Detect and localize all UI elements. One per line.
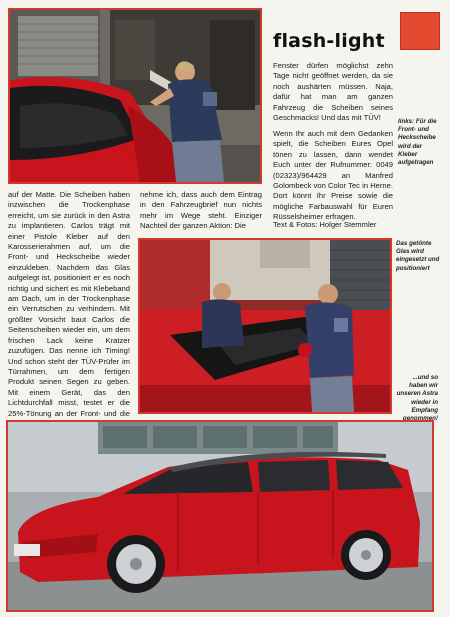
caption-middle: Das getönte Glas wird eingesetzt und positioniert bbox=[396, 240, 440, 272]
caption-top: links: Für die Front- und Heckscheibe wird der Kleber aufgetragen bbox=[398, 118, 437, 167]
photo-glass-placement-image bbox=[140, 240, 390, 412]
photo-adhesive-application bbox=[8, 8, 262, 184]
photo-credit: Text & Fotos: Holger Stemmler bbox=[273, 220, 377, 229]
photo-adhesive-application-image bbox=[10, 10, 260, 182]
body-column-1: auf der Matte. Die Scheiben haben inzwischen die Trockenphase erreicht, um sie zurück in den Astra zu implantieren. Carlos trägt mit einer Pistole Kleber auf den Karosserierahmen auf, um die Front- und Heckscheibe wieder einzukleben. Nachdem das Glas aufgelegt ist, positioniert er es noch richtig und sichert es mit Klebeband am Dach, um in der Trockenphase ein Verrutschen zu verhindern. Mit größter Vorsicht baut Carlos die Seitenscheiben wieder ein, um dem frischen Lack keine Kratzer zuzufügen. Das nenne ich Timing! Und schon steht der TÜV-Prüfer im Türrahmen, um dem fertigen Produkt seinen Segen zu geben. Mit einem Gerät, das den Lichtdurchfall misst, testet er die 25%-Tönung an der Front- und die bbox=[8, 190, 130, 418]
intro-paragraph: Fenster dürfen möglichst zehn Tage nicht geöffnet werden, da sie noch aushärten müssen. Naja, dafür hat man am ganzen Fahrzeug die Scheiben seines Geschmacks! Und das mit TÜV! bbox=[273, 61, 393, 123]
brand-accent-square bbox=[400, 12, 440, 50]
caption-bottom: ...und so haben wir unseren Astra wieder in Empfang genommen! bbox=[396, 374, 438, 423]
photo-glass-placement bbox=[138, 238, 392, 414]
photo-finished-astra-image bbox=[8, 422, 432, 610]
page-title: flash-light bbox=[273, 30, 385, 52]
photo-finished-astra bbox=[6, 420, 434, 612]
contact-paragraph: Wenn Ihr auch mit dem Gedanken spielt, die Scheiben Eures Opel tönen zu lassen, dann wendet Euch unter der Rufnummer: 0049 (02323)/964429 an Manfred Golombeck von Color Tec in Herne. Dort könnt Ihr Preise sowie die mögliche Farbauswahl für Euren Rüsselsheimer erfragen. bbox=[273, 129, 393, 222]
body-column-2: nehme ich, dass auch dem Eintrag in den Fahrzeugbrief nun nichts mehr im Wege steht. Einziger Nachteil der ganzen Aktion: Die bbox=[140, 190, 262, 231]
